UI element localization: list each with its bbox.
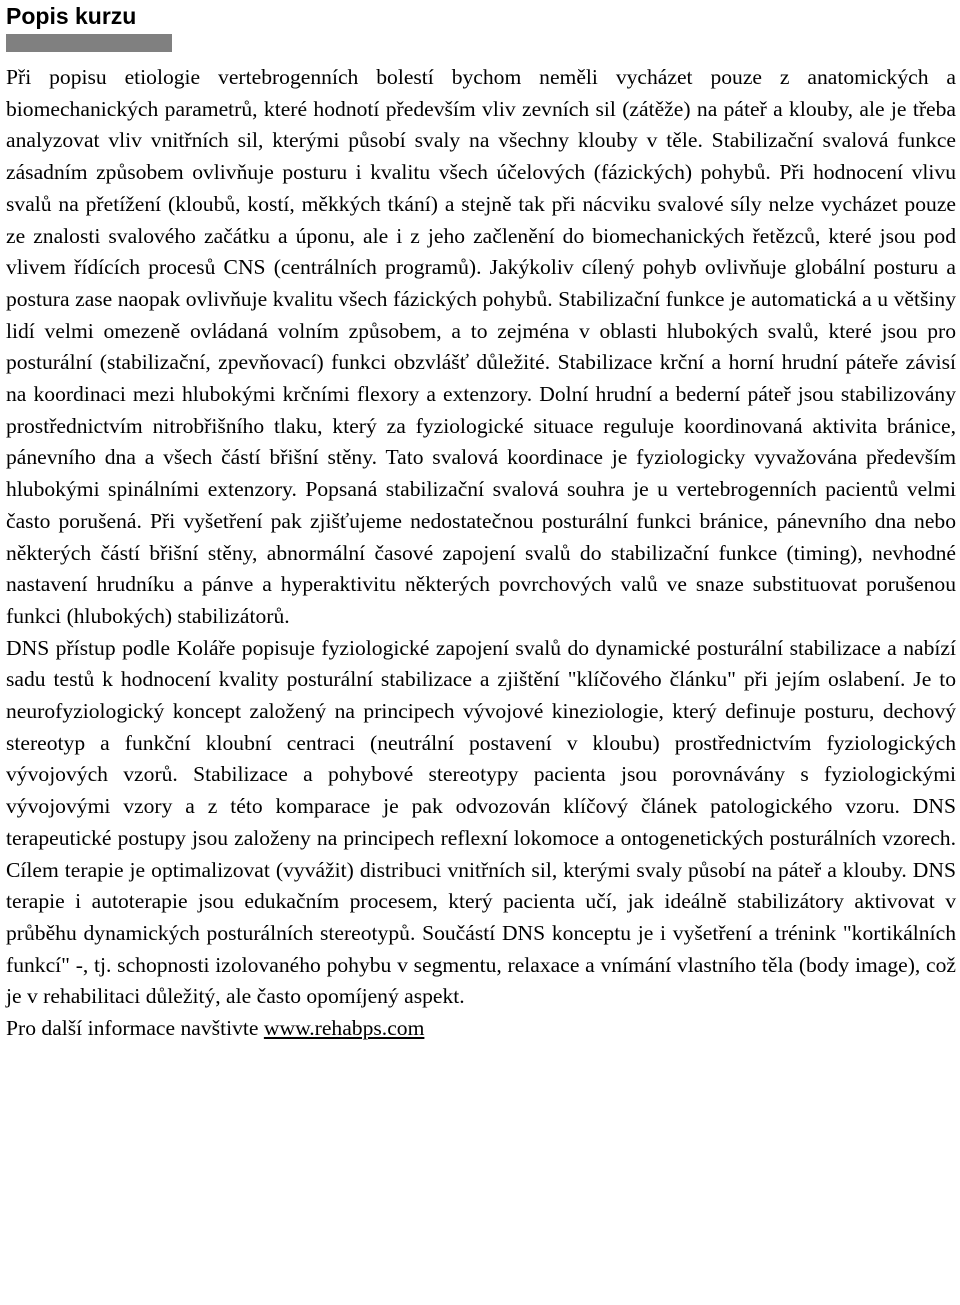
- title-underline-bar: [6, 34, 172, 52]
- website-link[interactable]: www.rehabps.com: [263, 1016, 425, 1041]
- more-info-prefix: Pro další informace navštivte: [6, 1016, 264, 1041]
- course-description: [6, 0, 956, 1045]
- paragraph-dns: DNS přístup podle Koláře popisuje fyziologické zapojení svalů do dynamické posturální stabilizace a nabízí sadu testů k hodnocení kvality posturální stabilizace a zjištění "klíčového článku" při jejím oslabení. Je to neurofyziologický koncept založený na principech vývojové kineziologie, který definuje posturu, dechový stereotyp a funkční kloubní centraci (neutrální postavení v kloubu) prostřednictvím fyziologických vývojových vzorů. Stabilizace a pohybové stereotypy pacienta jsou porovnávány s fyziologickými vývojovými vzory a z této komparace je pak odvozován klíčový článek patologického vzoru. DNS terapeutické postupy jsou založeny na principech reflexní lokomoce a ontogenetických posturálních vzorech. Cílem terapie je optimalizovat (vyvážit) distribuci vnitřních sil, kterými svaly působí na páteř a klouby. DNS terapie i autoterapie jsou edukačním procesem, který pacienta učí, jak ideálně stabilizátory aktivovat v průběhu dynamických posturálních stereotypů. Součástí DNS konceptu je i vyšetření a trénink "kortikálních funkcí" -, tj. schopnosti izolovaného pohybu v segmentu, relaxace a vnímání vlastního těla (body image), což je v rehabilitaci důležitý, ale často opomíjený aspekt.: [6, 635, 956, 1009]
- page-title: Popis kurzu: [6, 3, 137, 29]
- paragraph-etiology: Při popisu etiologie vertebrogenních bolestí bychom neměli vycházet pouze z anatomických a biomechanických parametrů, které hodnotí především vliv zevních sil (zátěže) na páteř a klouby, ale je třeba analyzovat vliv vnitřních sil, kterými působí svaly na všechny klouby v těle. Stabilizační svalová funkce zásadním způsobem ovlivňuje posturu i kvalitu všech účelových (fázických) pohybů. Při hodnocení vlivu svalů na přetížení (kloubů, kostí, měkkých tkání) a stejně tak při nácviku svalové síly nelze vycházet pouze ze znalosti svalového začátku a úponu, ale i z jeho začlenění do biomechanických řetězců, které jsou pod vlivem řídících procesů CNS (centrálních programů). Jakýkoliv cílený pohyb ovlivňuje globální posturu a postura zase naopak ovlivňuje kvalitu všech fázických pohybů. Stabilizační funkce je automatická a u většiny lidí velmi omezeně ovládaná volním způsobem, a to zejména v oblasti hlubokých svalů, které jsou pro posturální (stabilizační, zpevňovací) funkci obzvlášť důležité. Stabilizace krční a horní hrudní páteře závisí na koordinaci mezi hlubokými krčními flexory a extenzory. Dolní hrudní a bederní páteř jsou stabilizovány prostřednictvím nitrobřišního tlaku, který za fyziologické situace reguluje koordinovaná aktivita bránice, pánevního dna a všech částí břišní stěny. Tato svalová koordinace je fyziologicky vyvažována především hlubokými spinálními extenzory. Popsaná stabilizační svalová souhra je u vertebrogenních pacientů velmi často porušená. Při vyšetření pak zjišťujeme nedostatečnou posturální funkci bránice, pánevního dna nebo některých částí břišní stěny, abnormální časové zapojení svalů do stabilizační funkce (timing), nevhodné nastavení hrudníku a pánve a hyperaktivitu některých povrchových valů ve snaze substituovat porušenou funkci (hlubokých) stabilizátorů.: [6, 65, 956, 628]
- more-info-line: [6, 1013, 956, 1045]
- description-text: [6, 62, 956, 1013]
